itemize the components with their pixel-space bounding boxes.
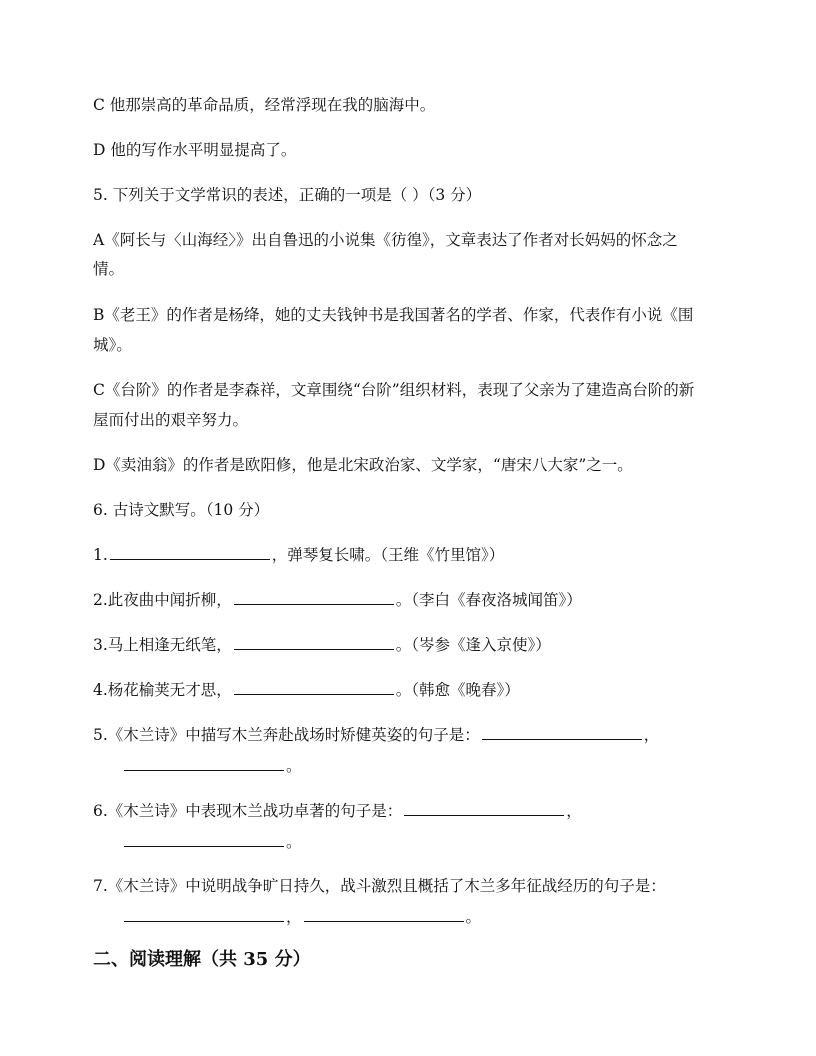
fill-item-4	[93, 680, 520, 700]
answer-blank[interactable]	[304, 907, 464, 922]
fill-item-4-suffix: 。（韩愈《晚春》）	[395, 681, 520, 699]
answer-blank[interactable]	[234, 680, 394, 695]
fill-item-3-suffix: 。（岑参《逢入京使》）	[395, 636, 551, 654]
fill-item-6-line1	[93, 801, 582, 821]
fill-item-5-line1	[93, 725, 659, 745]
fill-item-6-prefix: 6.《木兰诗》中表现木兰战功卓著的句子是：	[93, 802, 403, 820]
option-d-text: D 他的写作水平明显提高了。	[93, 141, 297, 159]
answer-blank[interactable]	[124, 832, 284, 847]
fill-item-6-end: 。	[286, 833, 302, 851]
question-5-option-c-line1: C《台阶》的作者是李森祥，文章围绕“台阶”组织材料，表现了父亲为了建造高台阶的新	[93, 381, 695, 399]
answer-blank[interactable]	[482, 725, 642, 740]
fill-item-3-prefix: 3.马上相逢无纸笔，	[93, 636, 232, 654]
fill-item-7-line1: 7.《木兰诗》中说明战争旷日持久，战斗激烈且概括了木兰多年征战经历的句子是：	[93, 877, 666, 895]
option-c-text: C 他那崇高的革命品质，经常浮现在我的脑海中。	[93, 96, 436, 114]
fill-item-7-end: 。	[465, 908, 482, 926]
fill-item-5-comma: ，	[643, 726, 660, 744]
fill-item-1-prefix: 1.	[93, 546, 108, 564]
fill-item-7-line2	[122, 907, 481, 927]
question-5-option-c-line2: 屋而付出的艰辛努力。	[93, 411, 249, 429]
fill-item-2	[93, 590, 582, 610]
question-5-option-b-line2: 城》。	[93, 336, 132, 354]
section-heading: 二、阅读理解（共 35 分）	[93, 949, 311, 970]
fill-item-2-prefix: 2.此夜曲中闻折柳，	[93, 591, 232, 609]
answer-blank[interactable]	[404, 801, 564, 816]
fill-item-6-line2	[122, 832, 302, 852]
fill-item-3	[93, 635, 551, 655]
answer-blank[interactable]	[110, 545, 270, 560]
answer-blank[interactable]	[234, 590, 394, 605]
fill-item-2-suffix: 。（李白《春夜洛城闻笛》）	[395, 591, 582, 609]
fill-item-4-prefix: 4.杨花榆荚无才思，	[93, 681, 232, 699]
fill-item-5-prefix: 5.《木兰诗》中描写木兰奔赴战场时矫健英姿的句子是：	[93, 726, 480, 744]
fill-item-1	[93, 545, 504, 565]
fill-item-5-line2	[122, 756, 302, 776]
answer-blank[interactable]	[124, 907, 284, 922]
answer-blank[interactable]	[234, 635, 394, 650]
fill-item-7-comma: ，	[286, 908, 302, 926]
question-5-option-d: D《卖油翁》的作者是欧阳修，他是北宋政治家、文学家，“唐宋八大家”之一。	[93, 456, 633, 474]
fill-item-1-suffix: ，弹琴复长啸。（王维《竹里馆》）	[271, 546, 505, 564]
question-5-option-b-line1: B《老王》的作者是杨绛，她的丈夫钱钟书是我国著名的学者、作家，代表作有小说《围	[93, 306, 694, 324]
question-6-stem: 6. 古诗文默写。（10 分）	[93, 501, 270, 519]
question-5-stem: 5. 下列关于文学常识的表述，正确的一项是（ ）（3 分）	[93, 186, 482, 204]
fill-item-5-end: 。	[286, 757, 302, 775]
question-5-option-a-line2: 情。	[93, 260, 125, 278]
question-5-option-a-line1: A《阿长与〈山海经〉》出自鲁迅的小说集《彷徨》，文章表达了作者对长妈妈的怀念之	[93, 231, 678, 249]
fill-item-6-comma: ，	[566, 802, 582, 820]
answer-blank[interactable]	[124, 756, 284, 771]
